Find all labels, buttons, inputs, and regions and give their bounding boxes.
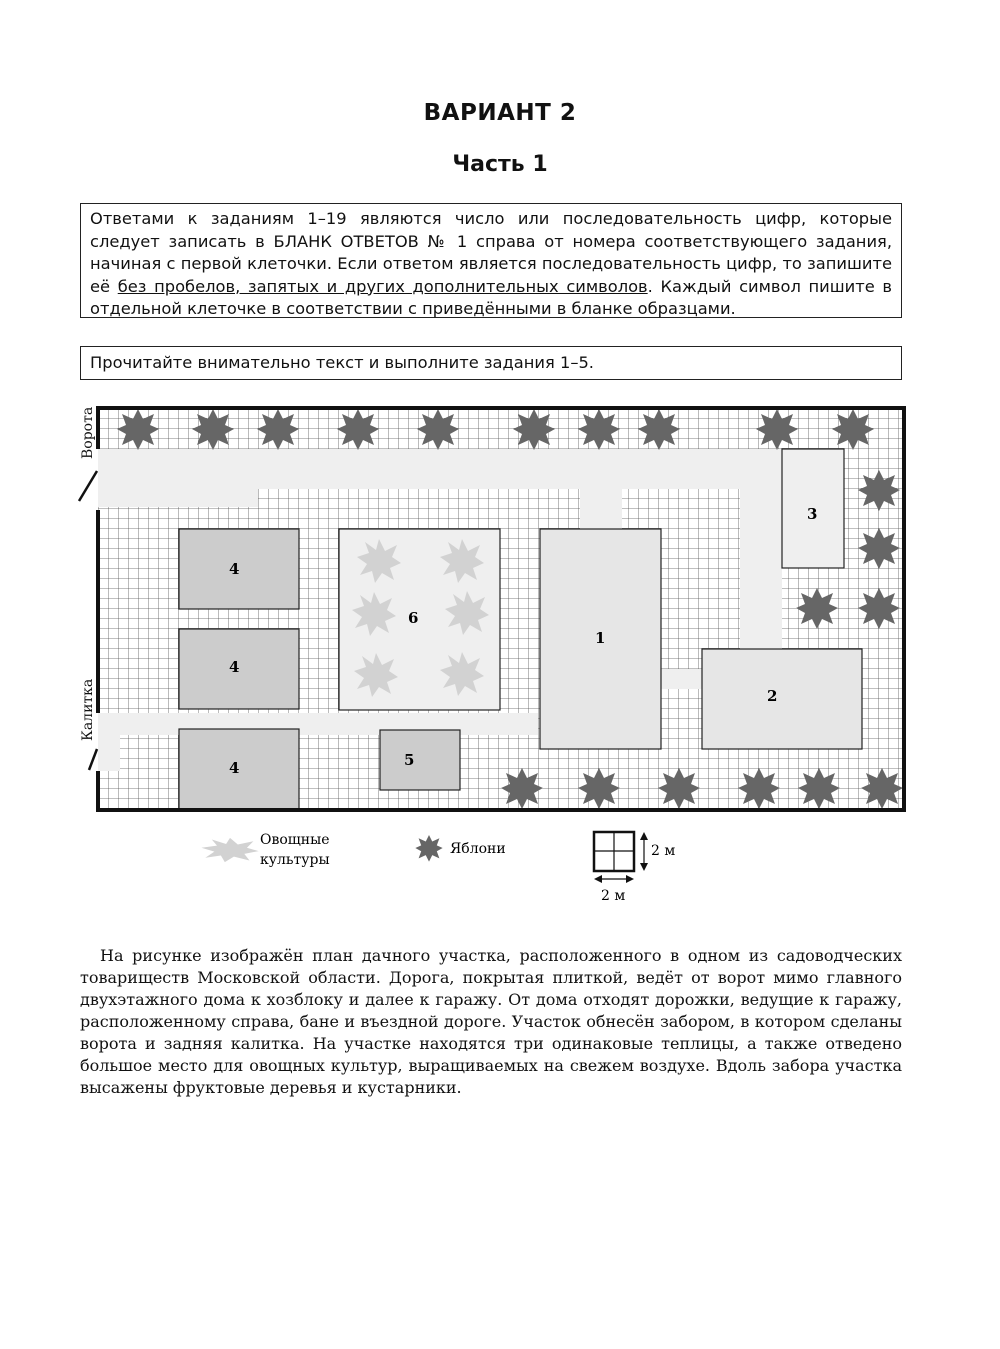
label-greenhouse-3: 4 xyxy=(229,759,240,777)
legend-vegetable-icon xyxy=(201,838,258,862)
label-vegetables: 6 xyxy=(408,609,419,627)
instructions-text-a: Ответами к заданиям 1–19 являются число или последовательность цифр, которые следует записать в БЛАНК ОТВЕТОВ № 1 справа от номера соответствующего задания, начиная с первой клеточки. Если ответом является последовательность цифр, то запишите её xyxy=(90,209,892,296)
label-greenhouse-2: 4 xyxy=(229,658,240,676)
legend-scale-horizontal: 2 м xyxy=(601,888,626,904)
legend-apple-label: Яблони xyxy=(450,841,506,857)
legend-scale-icon xyxy=(594,832,648,883)
task-intro-text: Прочитайте внимательно текст и выполните задания 1–5. xyxy=(90,353,594,372)
gate xyxy=(79,471,97,501)
legend-vegetables-line2: культуры xyxy=(260,852,330,868)
legend-vegetables-line1: Овощные xyxy=(260,832,330,848)
variant-title: ВАРИАНТ 2 xyxy=(423,100,577,126)
wicket xyxy=(89,749,97,770)
garage-2 xyxy=(702,649,862,749)
instructions-underlined: без пробелов, запятых и других дополнительных символов xyxy=(117,276,648,296)
label-house: 1 xyxy=(595,629,606,647)
site-plan xyxy=(60,395,940,910)
instructions-box xyxy=(80,203,902,318)
legend-scale-vertical: 2 м xyxy=(651,843,676,859)
task-intro-box xyxy=(80,346,902,380)
wicket-label: Калитка xyxy=(80,678,96,741)
label-garage: 2 xyxy=(767,687,778,705)
part-title: Часть 1 xyxy=(452,152,548,177)
description-paragraph: На рисунке изображён план дачного участка, расположенного в одном из садоводческих товариществ Московской области. Дорога, покрытая плиткой, ведёт от ворот мимо главного двухэтажного дома к хозблоку и далее к гаражу. От дома отходят дорожки, ведущие к гаражу, расположенному справа, бане и въездной дороге. Участок обнесён забором, в котором сделаны ворота и задняя калитка. На участке находятся три одинаковые теплицы, а также отведено большое место для овощных культур, выращиваемых на свежем воздухе. Вдоль забора участка высажены фруктовые деревья и кустарники. xyxy=(80,946,902,1097)
gate-label: Ворота xyxy=(80,406,96,459)
legend-apple-icon xyxy=(415,835,442,862)
label-bath: 5 xyxy=(404,751,415,769)
legend xyxy=(201,832,675,904)
label-greenhouse-1: 4 xyxy=(229,560,240,578)
bath-5 xyxy=(380,730,460,790)
instructions-text-b: . Каждый символ пишите в отдельной клеточке в соответствии с приведёнными в бланке образцами. xyxy=(90,276,892,318)
label-shed: 3 xyxy=(807,505,818,523)
